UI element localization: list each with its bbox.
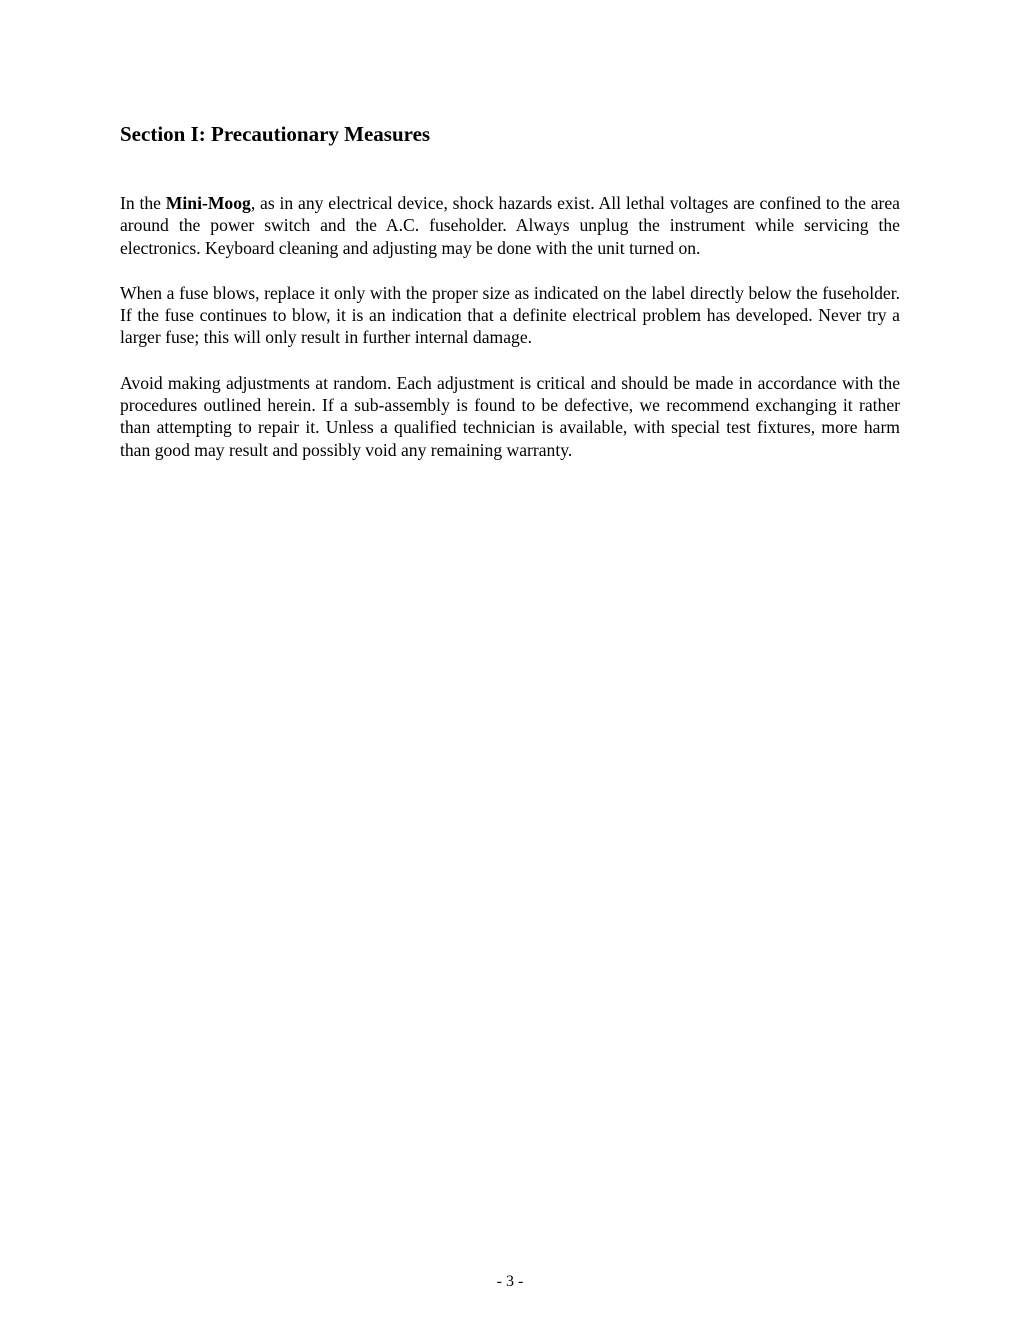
paragraph-shock-hazards xyxy=(120,192,900,259)
section-heading: Section I: Precautionary Measures xyxy=(120,122,431,146)
page-number: - 3 - xyxy=(496,1273,524,1290)
paragraph-suffix: , as in any electrical device, shock hazards exist. All lethal voltages are confined to the area around the power switch and the A.C. fuseholder. Always unplug the instrument while servicing the electronics. Keyboard cleaning and adjusting may be done with the unit turned on. xyxy=(120,193,900,258)
paragraph-fuse: When a fuse blows, replace it only with the proper size as indicated on the label directly below the fuseholder. If the fuse continues to blow, it is an indication that a definite electrical problem has developed. Never try a larger fuse; this will only result in further internal damage. xyxy=(120,282,900,348)
product-name: Mini-Moog xyxy=(165,193,251,213)
paragraph-adjustments: Avoid making adjustments at random. Each adjustment is critical and should be made in accordance with the procedures outlined herein. If a sub-assembly is found to be defective, we recommend exchanging it rather than attempting to repair it. Unless a qualified technician is available, with special test fixtures, more harm than good may result and possibly void any remaining warranty. xyxy=(120,372,900,460)
body-text xyxy=(120,192,900,484)
paragraph-prefix: In the xyxy=(120,193,166,213)
